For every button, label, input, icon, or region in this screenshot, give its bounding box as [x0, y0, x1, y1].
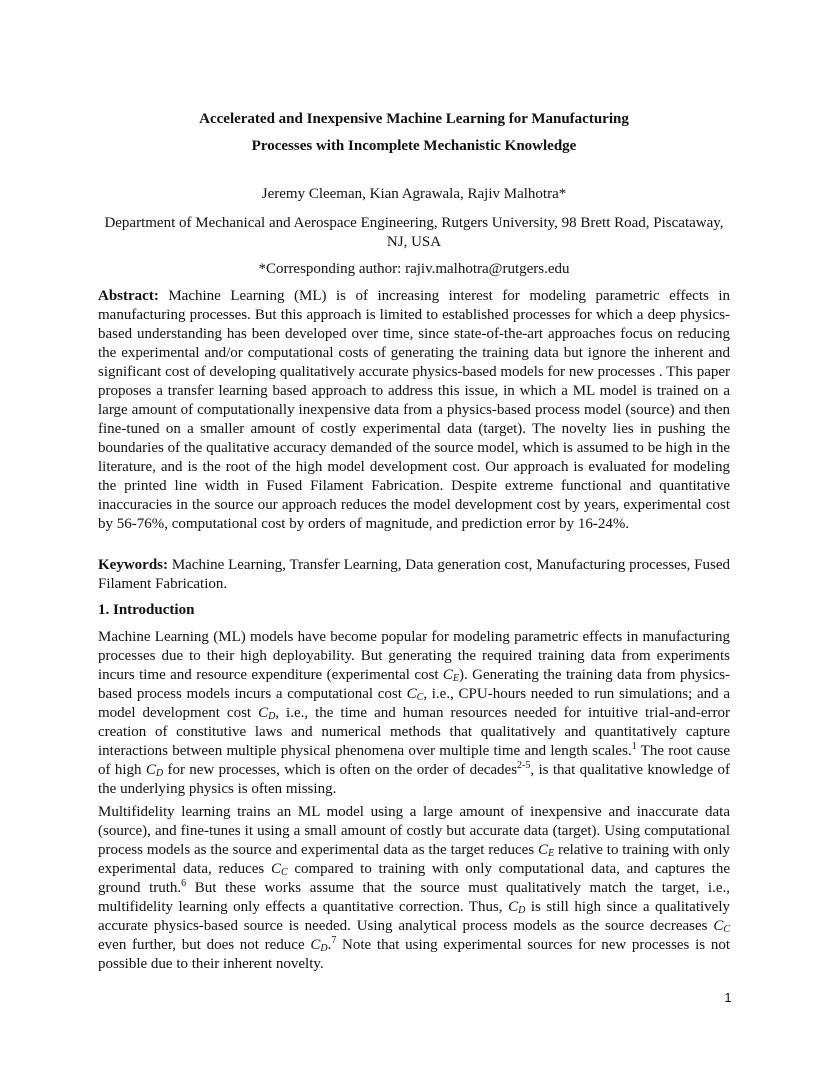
cost-symbol: $C_D$ — [145, 762, 164, 779]
abstract — [98, 287, 730, 534]
abstract-text: Machine Learning (ML) is of increasing interest for modeling parametric effects in manufacturing processes. But this approach is limited to established processes for which a deep physics-based understanding has been developed over time, since state-of-the-art approaches focus on reducing the experimental and/or computational costs of generating the training data but ignore the inherent and significant cost of developing qualitatively accurate physics-based models for new processes . This paper proposes a transfer learning based approach to address this issue, in which a ML model is trained on a large amount of computationally inexpensive data from a physics-based process model (source) and then fine-tuned on a smaller amount of costly experimental data (target). The novelty lies in pushing the boundaries of the qualitative accuracy demanded of the source model, which is assumed to be high in the literature, and is the root of the high model development cost. Our approach is evaluated for modeling the printed line width in Fused Filament Fabrication. Despite extreme functional and quantitative inaccuracies in the source our approach reduces the model development cost by years, experimental cost by 56-76%, computational cost by orders of magnitude, and prediction error by 16-24%. — [98, 288, 730, 532]
title-line-1: Accelerated and Inexpensive Machine Learning for Manufacturing — [199, 111, 629, 127]
affiliation: Department of Mechanical and Aerospace Engineering, Rutgers University, 98 Brett Road, Piscataway, NJ, USA — [104, 215, 724, 250]
title-line-2: Processes with Incomplete Mechanistic Knowledge — [251, 138, 577, 154]
intro-paragraph-1: Machine Learning (ML) models have become popular for modeling parametric effects in manufacturing processes due to their high deployability. But generating the required training data from experiments incurs time and resource expenditure (experimental cost $C_E$). Generating the training data from physics-based process models incurs a computational cost $C_C$, i.e., CPU-hours needed to run simulations; and a model development cost $C_D$, i.e., the time and human resources needed for intuitive trial-and-error creation of constitutive laws and numerical methods that qualitatively and quantitatively capture interactions between multiple physical phenomena over multiple time and length scales.$^1$ The root cause of high $C_D$ for new processes, which is often on the order of decades$^{2-5}$, is that qualitative knowledge of the underlying physics is often missing. — [98, 629, 730, 797]
cost-symbol: $C_C$ — [406, 686, 424, 703]
page-number: 1 — [724, 990, 732, 1005]
citation-ref: 6 — [181, 878, 187, 889]
keywords — [98, 556, 730, 594]
abstract-label: Abstract: — [98, 288, 159, 304]
keywords-label: Keywords: — [98, 557, 168, 573]
section-heading-introduction: 1. Introduction — [98, 602, 195, 618]
cost-symbol: $C_D$ — [508, 899, 526, 916]
corresponding-author: *Corresponding author: rajiv.malhotra@rutgers.edu — [258, 261, 570, 277]
cost-symbol: $C_D$ — [310, 937, 328, 954]
cost-symbol: $C_C$ — [270, 861, 288, 878]
keywords-text: Machine Learning, Transfer Learning, Data generation cost, Manufacturing processes, Fused Filament Fabrication. — [98, 557, 731, 592]
citation-ref: 1 — [631, 741, 637, 752]
author-list: Jeremy Cleeman, Kian Agrawala, Rajiv Malhotra* — [261, 186, 567, 202]
citation-ref: 7 — [331, 935, 337, 946]
citation-ref: 2-5 — [517, 760, 531, 771]
paper-title — [98, 106, 730, 160]
cost-symbol: $C_C$ — [713, 918, 730, 935]
cost-symbol: $C_E$ — [442, 667, 460, 684]
cost-symbol: $C_E$ — [537, 842, 555, 859]
cost-symbol: $C_D$ — [258, 705, 276, 722]
intro-paragraph-2: Multifidelity learning trains an ML model using a large amount of inexpensive and inaccurate data (source), and fine-tunes it using a small amount of costly but accurate data (target). Using computational process models as the source and experimental data as the target reduces $C_E$ relative to training with only experimental data, reduces $C_C$ compared to training with only computational data, and captures the ground truth.$^6$ But these works assume that the source must qualitatively match the target, i.e., multifidelity learning only effects a quantitative correction. Thus, $C_D$ is still high since a qualitatively accurate physics-based source is needed. Using analytical process models as the source decreases $C_C$ even further, but does not reduce $C_D.^7$ Note that using experimental sources for new processes is not possible due to their inherent novelty. — [98, 804, 730, 972]
